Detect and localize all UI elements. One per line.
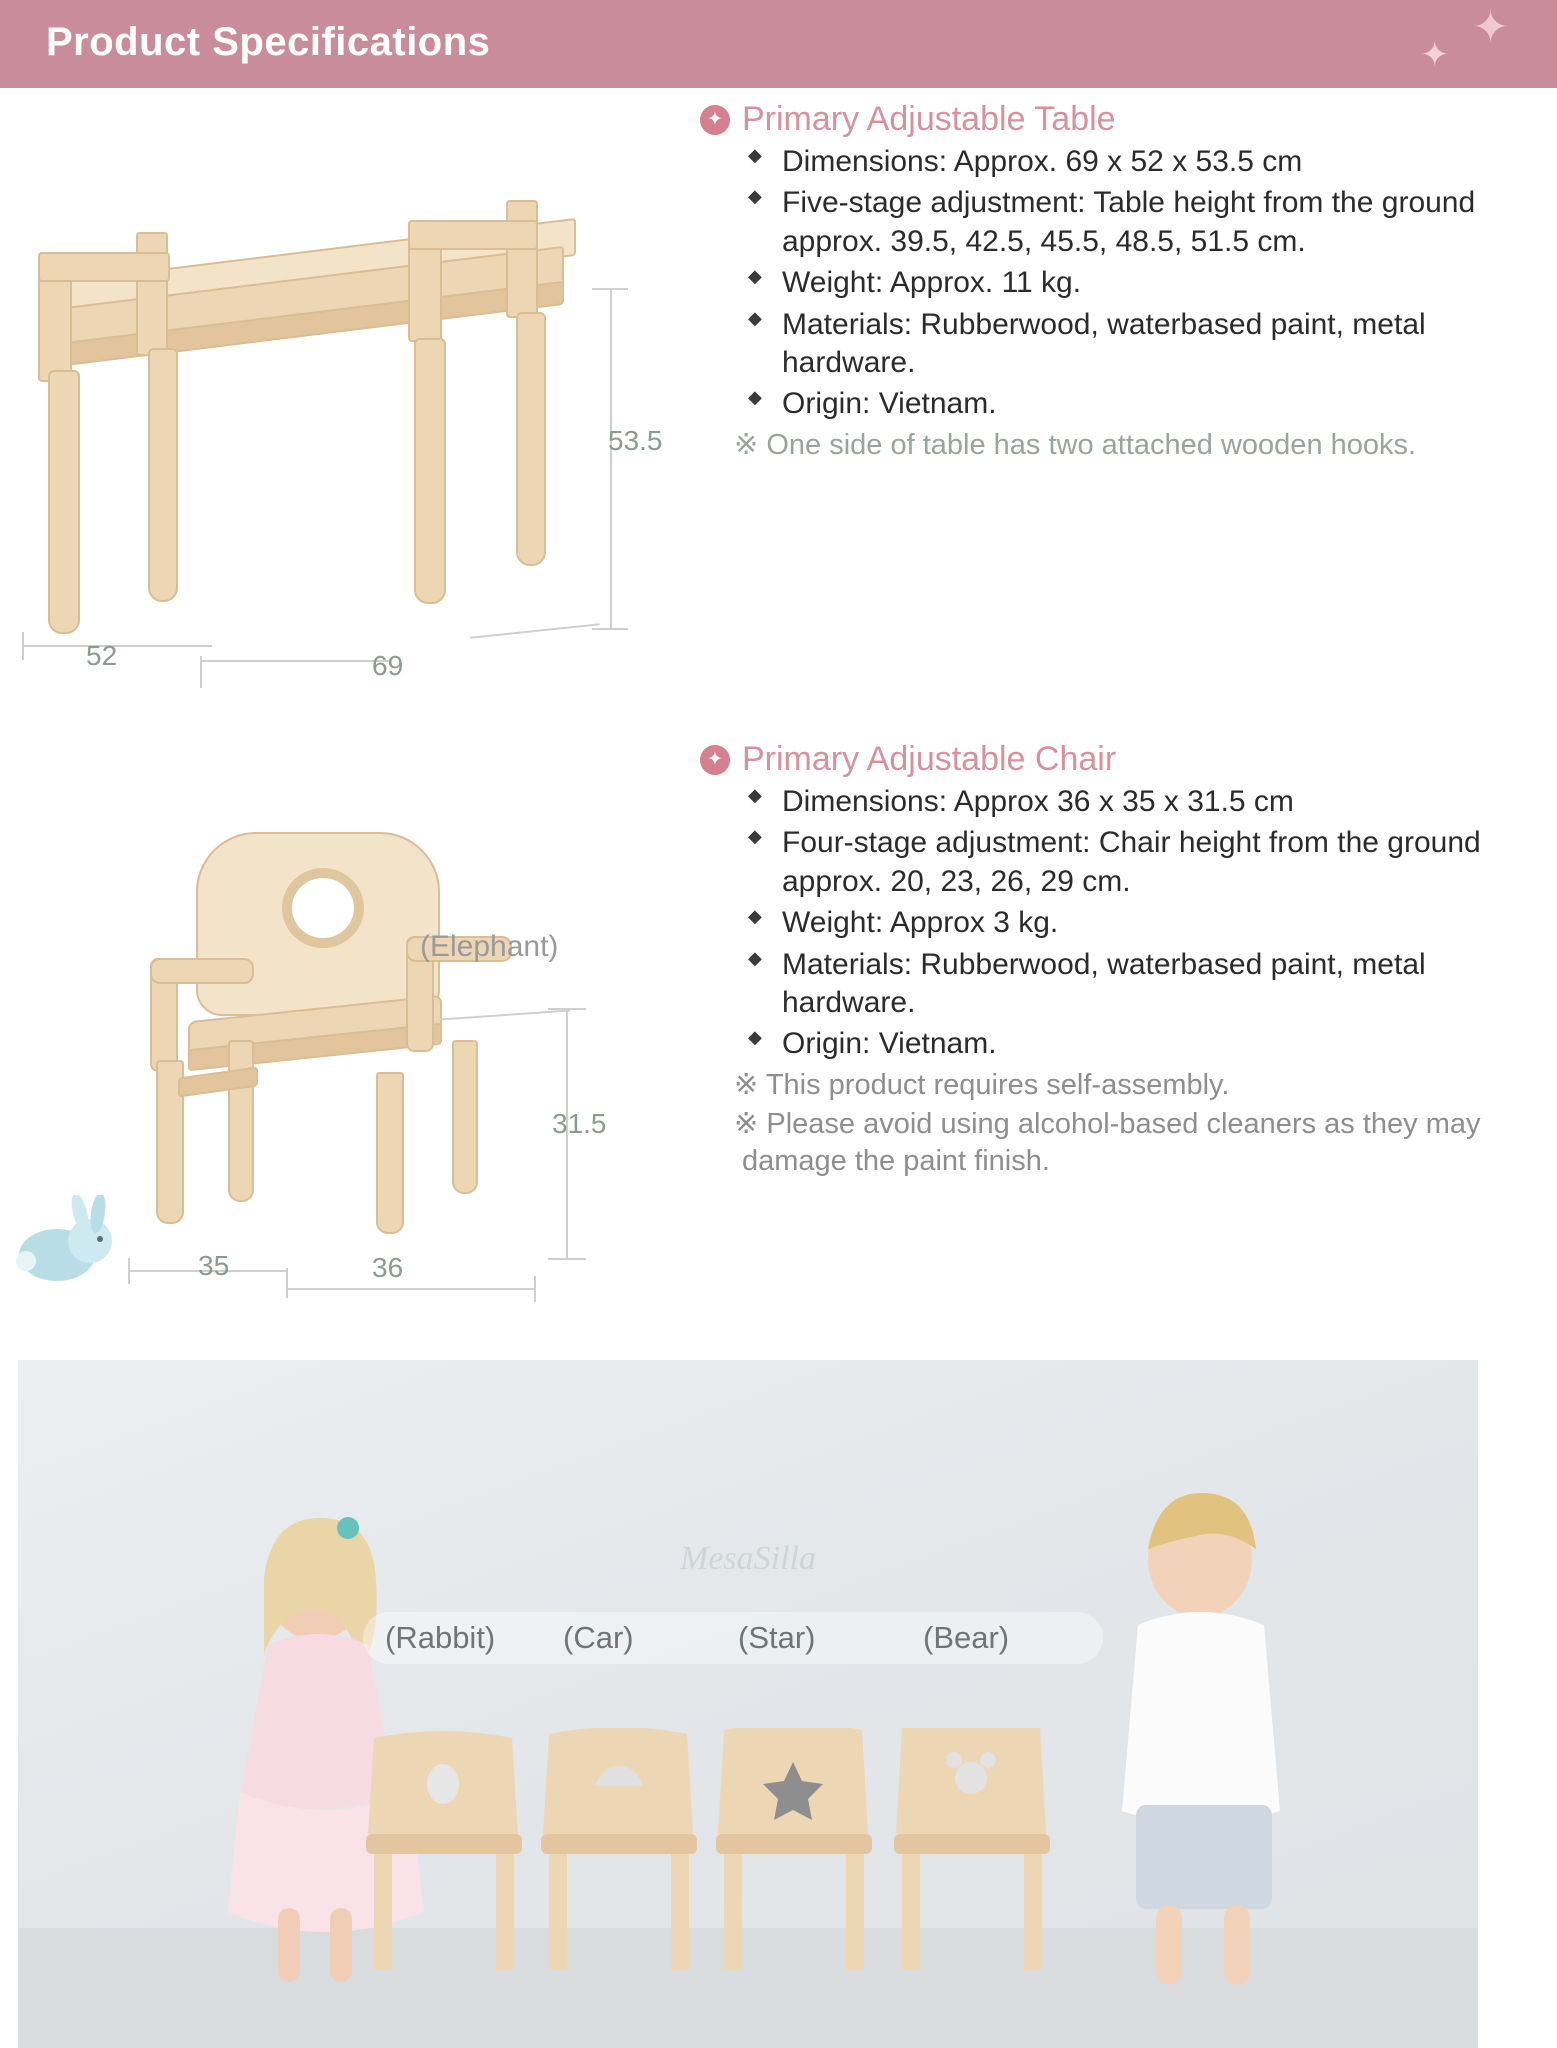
chair-depth-label: 35 [198,1250,230,1281]
table-side-panel-right-inner [506,200,538,318]
chair-variant-labels [363,1612,1103,1664]
lifestyle-photo [18,1360,1478,2048]
chair-spec-section [0,740,1557,1360]
table-leg-back-left [148,348,178,602]
variant-label: (Car) [563,1620,634,1655]
width-tick-left [200,666,202,688]
table-side-panel-top [38,252,170,282]
chair-width-tick-right [534,1276,536,1302]
list-item: ◆ Materials: Rubberwood, waterbased paint, metal hardware. [748,306,1540,383]
list-item: ◆ Four-stage adjustment: Chair height from the ground approx. 20, 23, 26, 29 cm. [748,824,1540,901]
chair-spec-list [700,783,1540,1064]
photo-chair-car [523,1728,713,1978]
table-spec-section [0,100,1557,680]
chair-leg-front-right [376,1072,404,1234]
chair-height-leader [440,1009,570,1020]
chair-height-label: 31.5 [552,1108,607,1139]
variant-label: (Bear) [923,1620,1010,1655]
chair-spec-heading [700,740,1540,779]
list-item: ◆ Dimensions: Approx. 69 x 52 x 53.5 cm [748,143,1540,181]
list-item: ◆ Materials: Rubberwood, waterbased paint, metal hardware. [748,946,1540,1023]
page-title: Product Specifications [46,20,491,64]
table-leg-front-left [48,370,80,634]
list-item: ◆ Origin: Vietnam. [748,385,1540,423]
table-side-panel-right-top [408,220,538,250]
height-tick-top [592,288,628,290]
variant-label: (Star) [738,1620,816,1655]
bunny-icon [12,1195,122,1285]
list-item: ◆ Weight: Approx 3 kg. [748,904,1540,942]
chair-note-cleaning: ※ Please avoid using alcohol-based cleaners as they may damage the paint finish. [734,1107,1481,1177]
elephant-cutout-icon [282,868,364,948]
list-item: ◆ Dimensions: Approx 36 x 35 x 31.5 cm [748,783,1540,821]
star-icon: ✦ [1472,3,1509,52]
width-leader-line [470,623,599,639]
star-icon: ✦ [1420,36,1449,74]
table-spec-heading-label: Primary Adjustable Table [742,100,1116,138]
chair-height-tick-bottom [548,1258,586,1260]
photo-child-boy [1078,1485,1328,1995]
table-note: ※ One side of table has two attached wooden hooks. [734,428,1417,461]
chair-leg-back-right [452,1040,478,1194]
table-spec-text [700,100,1540,464]
photo-watermark: MesaSilla [680,1540,816,1577]
chair-spec-text [700,740,1540,1180]
chair-leg-back-left [228,1040,254,1202]
page-header [0,0,1557,88]
variant-label: (Rabbit) [385,1620,496,1655]
chair-depth-tick-left [128,1258,130,1284]
photo-chair-rabbit [348,1728,538,1978]
table-leg-front-right [414,338,446,604]
height-dimension-line [610,288,612,628]
table-spec-list [700,143,1540,424]
height-tick-bottom [592,628,628,630]
table-width-label: 69 [372,650,404,681]
table-leg-back-right [516,312,546,566]
list-item: ◆ Origin: Vietnam. [748,1025,1540,1063]
list-item: ◆ Weight: Approx. 11 kg. [748,264,1540,302]
star-badge-icon: ✦ [700,105,730,135]
table-height-label: 53.5 [608,425,663,456]
photo-chair-bear [876,1728,1066,1978]
width-dimension-line [200,660,390,662]
star-badge-icon: ✦ [700,745,730,775]
chair-width-label: 36 [372,1252,404,1283]
depth-tick-left [22,632,24,660]
list-item: ◆ Five-stage adjustment: Table height from the ground approx. 39.5, 42.5, 45.5, 48.5, 51.5 cm. [748,184,1540,261]
photo-chair-star [698,1728,888,1978]
table-spec-heading [700,100,1540,139]
chair-spec-heading-label: Primary Adjustable Chair [742,740,1117,778]
chair-depth-tick-right [286,1268,288,1298]
chair-width-dimension-line [286,1288,536,1290]
table-illustration [0,100,700,680]
chair-note-assembly: ※ This product requires self-assembly. [734,1068,1230,1101]
table-depth-label: 52 [86,640,118,671]
chair-arm-left [150,958,254,984]
chair-variant-caption: (Elephant) [420,930,559,963]
table-side-panel-inner [136,232,168,356]
